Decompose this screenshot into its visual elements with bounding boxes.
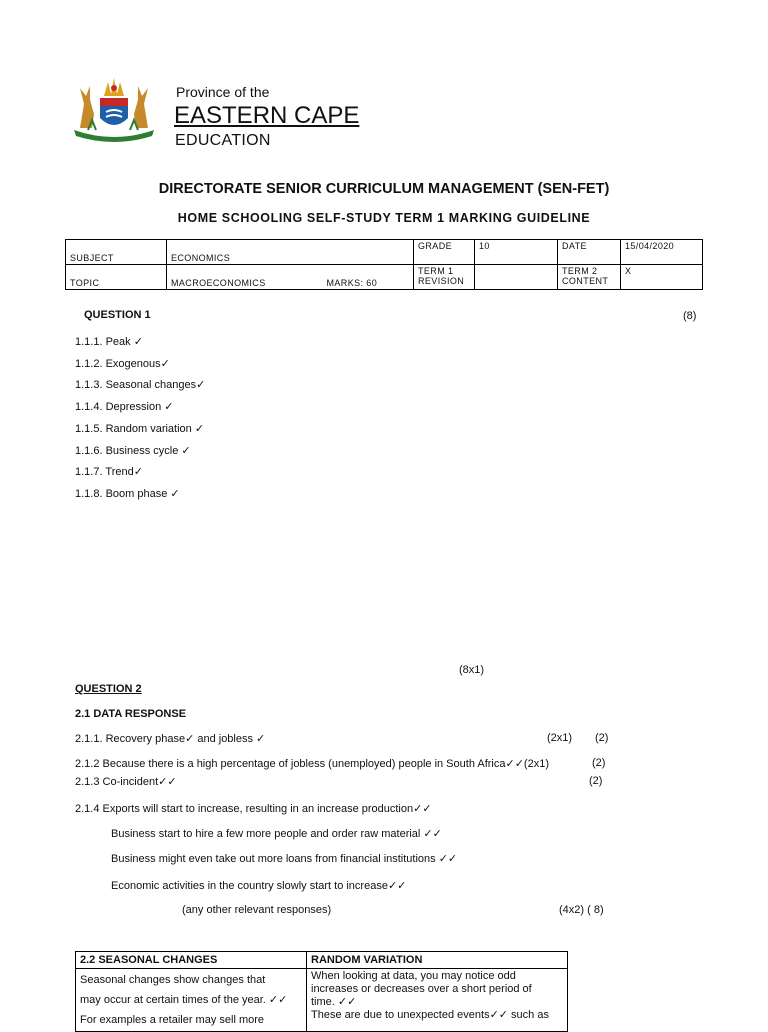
answer-1-1-7: 1.1.7. Trend✓ (75, 466, 143, 478)
document-subtitle: HOME SCHOOLING SELF-STUDY TERM 1 MARKING GUIDELINE (177, 211, 591, 225)
answer-2-1-2-marks: (2) (592, 757, 606, 769)
date-value: 15/04/2020 (621, 240, 703, 265)
coat-of-arms-logo (70, 74, 158, 142)
random-line-1: When looking at data, you may notice odd (311, 970, 516, 982)
term1-sub: REVISION (418, 276, 465, 286)
seasonal-vs-random-table (75, 951, 568, 1032)
answer-1-1-1: 1.1.1. Peak ✓ (75, 336, 143, 348)
seasonal-changes-cell (76, 969, 307, 1032)
random-line-3: time. ✓✓ (311, 996, 357, 1008)
answer-2-1-4-line-1: Business start to hire a few more people and order raw material ✓✓ (111, 828, 442, 840)
term1-label: TERM 1 (418, 266, 454, 276)
random-variation-header: RANDOM VARIATION (307, 952, 568, 969)
term2-value: X (621, 265, 703, 290)
topic-value: MACROECONOMICS (171, 278, 266, 288)
answer-1-1-8: 1.1.8. Boom phase ✓ (75, 488, 180, 500)
answer-1-1-6: 1.1.6. Business cycle ✓ (75, 445, 191, 457)
answer-2-1-4-line-2: Business might even take out more loans from financial institutions ✓✓ (111, 853, 458, 865)
answer-2-1-1: 2.1.1. Recovery phase✓ and jobless ✓ (75, 733, 266, 745)
other-responses-note: (any other relevant responses) (182, 904, 332, 916)
term1-cell (414, 265, 475, 290)
seasonal-line-3: For examples a retailer may sell more (80, 1014, 265, 1026)
seasonal-changes-header: 2.2 SEASONAL CHANGES (76, 952, 307, 969)
answer-2-1-4-line-3: Economic activities in the country slowly start to increase✓✓ (111, 880, 407, 892)
random-line-2: increases or decreases over a short period of (311, 983, 532, 995)
answer-2-1-4: 2.1.4 Exports will start to increase, resulting in an increase production✓✓ (75, 803, 432, 815)
seasonal-line-1: Seasonal changes show changes that (80, 974, 266, 986)
grade-value: 10 (475, 240, 558, 265)
date-label: DATE (558, 240, 621, 265)
province-name: EASTERN CAPE (174, 102, 360, 129)
answer-2-1-3: 2.1.3 Co-incident✓✓ (75, 776, 177, 788)
document-title: DIRECTORATE SENIOR CURRICULUM MANAGEMENT (SEN-FET) (158, 181, 610, 197)
topic-cell (167, 265, 414, 290)
department-name: EDUCATION (175, 132, 271, 149)
question-1-marks: (8) (683, 310, 697, 322)
answer-2-1-1-breakdown: (2x1) (547, 732, 573, 744)
answer-2-1-1-marks: (2) (595, 732, 609, 744)
seasonal-line-2: may occur at certain times of the year. ✓✓ (80, 994, 288, 1006)
province-label: Province of the (176, 84, 270, 100)
term2-label: TERM 2 (562, 266, 598, 276)
answer-1-1-2: 1.1.2. Exogenous✓ (75, 358, 170, 370)
random-variation-cell (307, 969, 568, 1032)
subject-value: ECONOMICS (167, 240, 414, 265)
grade-label: GRADE (414, 240, 475, 265)
answer-2-1-4-marks: (4x2) ( 8) (559, 904, 604, 916)
answer-2-1-2: 2.1.2 Because there is a high percentage of jobless (unemployed) people in South Africa✓✓(2x1) (75, 758, 549, 770)
term1-value (475, 265, 558, 290)
answer-1-1-4: 1.1.4. Depression ✓ (75, 401, 174, 413)
data-response-heading: 2.1 DATA RESPONSE (75, 708, 187, 720)
question-1-total: (8x1) (459, 664, 485, 676)
question-2-heading: QUESTION 2 (75, 683, 142, 695)
info-table (65, 239, 703, 290)
subject-label: SUBJECT (66, 240, 167, 265)
answer-1-1-3: 1.1.3. Seasonal changes✓ (75, 379, 206, 391)
topic-label: TOPIC (66, 265, 167, 290)
answer-1-1-5: 1.1.5. Random variation ✓ (75, 423, 205, 435)
marks-value: MARKS: 60 (326, 278, 378, 288)
question-1-heading: QUESTION 1 (84, 309, 151, 321)
answer-2-1-3-marks: (2) (589, 775, 603, 787)
term2-cell (558, 265, 621, 290)
random-line-4: These are due to unexpected events✓✓ such as (311, 1009, 549, 1021)
term2-sub: CONTENT (562, 276, 609, 286)
